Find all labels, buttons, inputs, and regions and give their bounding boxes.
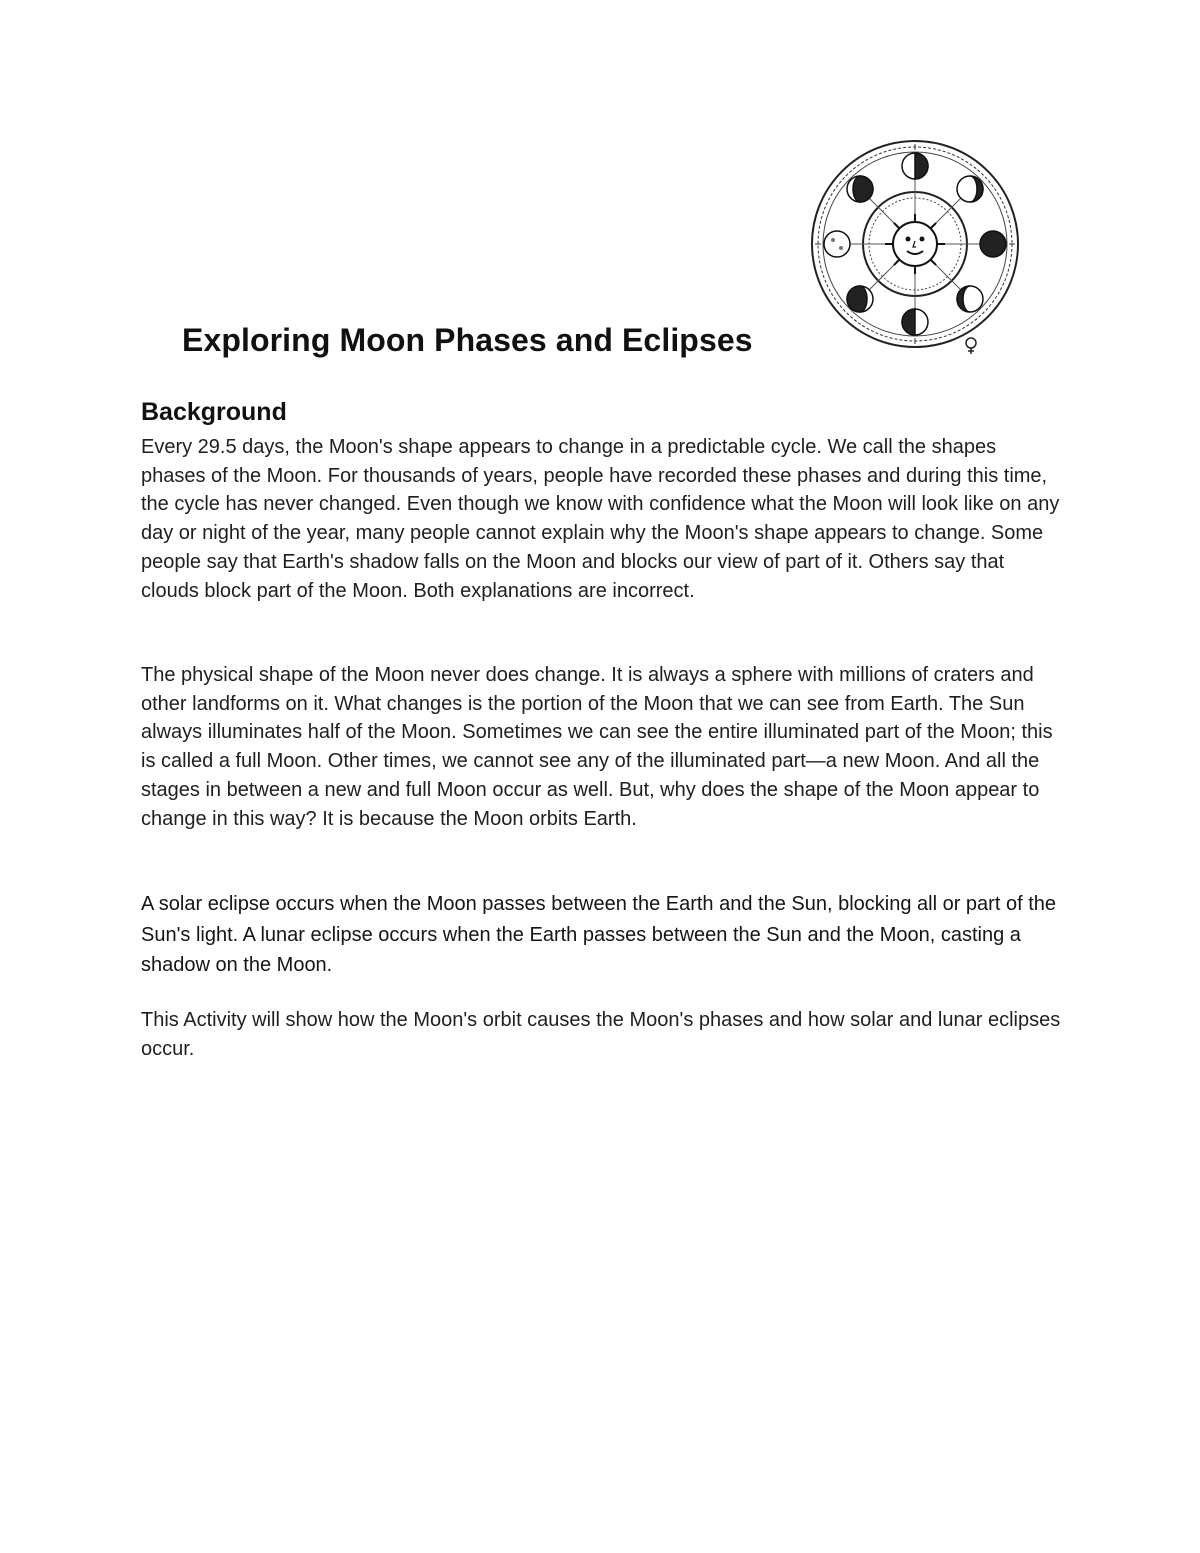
eclipse-paragraph: A solar eclipse occurs when the Moon passes between the Earth and the Sun, blocking all or part of the Sun's light. A lunar eclipse occurs when the Earth passes between the Sun and the Moon, casting a shadow on the Moon. (141, 893, 1056, 976)
document-title: Exploring Moon Phases and Eclipses (182, 322, 753, 358)
background-paragraph: Every 29.5 days, the Moon's shape appears to change in a predictable cycle. We call the shapes phases of the Moon. For thousands of years, people have recorded these phases and during this time, the cycle has never changed. Even though we know with confidence what the Moon will look like on any day or night of the year, many people cannot explain why the Moon's shape appears to change. Some people say that Earth's shadow falls on the Moon and blocks our view of part of it. Others say that clouds block part of the Moon. Both explanations are incorrect. (141, 436, 1060, 602)
background-paragraph: The physical shape of the Moon never does change. It is always a sphere with millions of craters and other landforms on it. What changes is the portion of the Moon that we can see from Earth. The Sun always illuminates half of the Moon. Sometimes we can see the entire illuminated part of the Moon; this is called a full Moon. Other times, we cannot see any of the illuminated part—a new Moon. And all the stages in between a new and full Moon occur as well. But, why does the shape of the Moon appear to change in this way? It is because the Moon orbits Earth. (141, 664, 1053, 830)
activity-paragraph: This Activity will show how the Moon's orbit causes the Moon's phases and how solar and lunar eclipses occur. (141, 1009, 1061, 1060)
moon-phases-sun-emblem-icon (805, 140, 1025, 360)
section-heading-background: Background (141, 398, 287, 426)
